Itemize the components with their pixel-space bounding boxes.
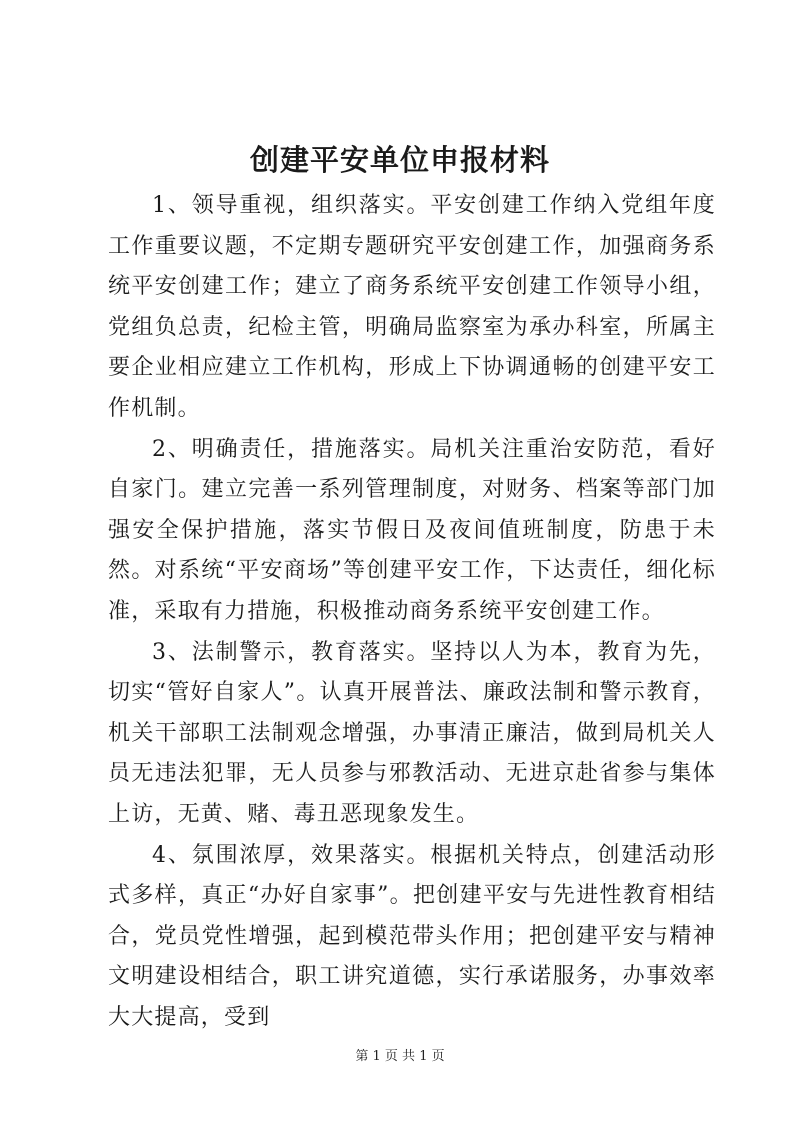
document-title: 创建平安单位申报材料	[249, 143, 550, 177]
paragraph-2: 2、明确责任，措施落实。局机关注重治安防范，看好自家门。建立完善一系列管理制度，对财务、档案等部门加强安全保护措施，落实节假日及夜间值班制度，防患于未然。对系统“平安商场”等创建平安工作，下达责任，细化标准，采取有力措施，积极推动商务系统平安创建工作。	[108, 436, 716, 624]
page-footer: 第 1 页 共 1 页	[355, 1049, 445, 1064]
document-body	[108, 186, 716, 1038]
paragraph-3: 3、法制警示，教育落实。坚持以人为本，教育为先，切实“管好自家人”。认真开展普法、廉政法制和警示教育，机关干部职工法制观念增强，办事清正廉洁，做到局机关人员无违法犯罪，无人员参与邪教活动、无进京赴省参与集体上访，无黄、赌、毒丑恶现象发生。	[108, 639, 716, 827]
paragraph-1: 1、领导重视，组织落实。平安创建工作纳入党组年度工作重要议题，不定期专题研究平安创建工作，加强商务系统平安创建工作；建立了商务系统平安创建工作领导小组，党组负总责，纪检主管，明确局监察室为承办科室，所属主要企业相应建立工作机构，形成上下协调通畅的创建平安工作机制。	[108, 193, 716, 421]
paragraph-4: 4、氛围浓厚，效果落实。根据机关特点，创建活动形式多样，真正“办好自家事”。把创建平安与先进性教育相结合，党员党性增强，起到模范带头作用；把创建平安与精神文明建设相结合，职工讲究道德，实行承诺服务，办事效率大大提高，受到	[108, 842, 716, 1030]
